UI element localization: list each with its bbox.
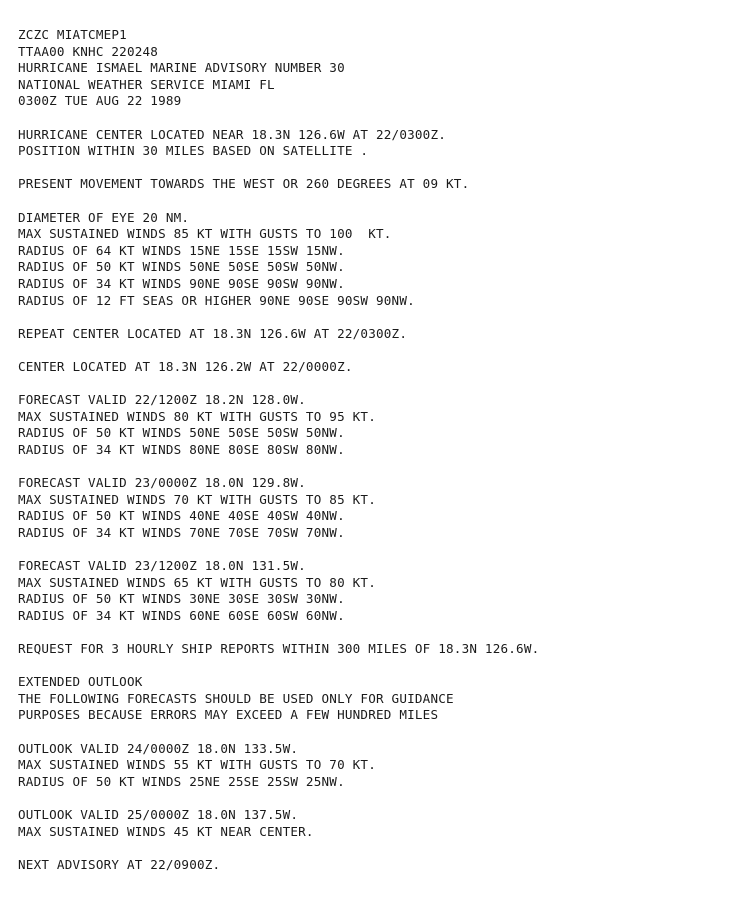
forecast-line: RADIUS OF 50 KT WINDS 30NE 30SE 30SW 30NW. [18,591,345,607]
forecast-line: RADIUS OF 50 KT WINDS 50NE 50SE 50SW 50NW. [18,425,345,441]
forecast-block-3 [18,558,718,624]
forecast-block-1 [18,392,718,458]
forecast-line: RADIUS OF 34 KT WINDS 80NE 80SE 80SW 80NW. [18,441,345,457]
header-line: ZCZC MIATCMEP1 [18,27,127,42]
current-line: RADIUS OF 12 FT SEAS OR HIGHER 90NE 90SE 90SW 90NW. [18,292,415,308]
center-block [18,127,718,160]
header-line: TTAA00 KNHC 220248 [18,43,159,59]
center-line: HURRICANE CENTER LOCATED NEAR 18.3N 126.6W AT 22/0300Z. [18,126,447,142]
forecast-line: RADIUS OF 34 KT WINDS 60NE 60SE 60SW 60NW. [18,607,345,623]
outlook-line: OUTLOOK VALID 24/0000Z 18.0N 133.5W. [18,740,299,756]
forecast-block-2 [18,475,718,541]
forecast-line: RADIUS OF 50 KT WINDS 40NE 40SE 40SW 40NW. [18,508,345,524]
forecast-line: FORECAST VALID 22/1200Z 18.2N 128.0W. [18,392,306,408]
prior-line: CENTER LOCATED AT 18.3N 126.2W AT 22/0000Z. [18,358,353,374]
repeat-line: REPEAT CENTER LOCATED AT 18.3N 126.6W AT 22/0300Z. [18,325,408,341]
current-line: RADIUS OF 34 KT WINDS 90NE 90SE 90SW 90NW. [18,275,345,291]
request-line: REQUEST FOR 3 HOURLY SHIP REPORTS WITHIN 300 MILES OF 18.3N 126.6W. [18,640,540,656]
current-conditions-block [18,210,718,310]
prior-center-block [18,359,718,376]
extended-outlook-block [18,674,718,724]
outlook-line: MAX SUSTAINED WINDS 45 KT NEAR CENTER. [18,823,314,839]
outlook-block-1 [18,741,718,791]
extended-line: THE FOLLOWING FORECASTS SHOULD BE USED ONLY FOR GUIDANCE [18,690,454,706]
forecast-line: MAX SUSTAINED WINDS 80 KT WITH GUSTS TO 95 KT. [18,408,376,424]
movement-block [18,176,718,193]
forecast-line: FORECAST VALID 23/0000Z 18.0N 129.8W. [18,475,306,491]
current-line: DIAMETER OF EYE 20 NM. [18,209,190,225]
forecast-line: RADIUS OF 34 KT WINDS 70NE 70SE 70SW 70NW. [18,524,345,540]
repeat-center-block [18,326,718,343]
outlook-line: RADIUS OF 50 KT WINDS 25NE 25SE 25SW 25NW. [18,773,345,789]
extended-line: PURPOSES BECAUSE ERRORS MAY EXCEED A FEW HUNDRED MILES [18,707,439,723]
current-line: RADIUS OF 50 KT WINDS 50NE 50SE 50SW 50NW. [18,259,345,275]
forecast-line: FORECAST VALID 23/1200Z 18.0N 131.5W. [18,558,306,573]
outlook-block-2 [18,807,718,840]
next-advisory-line: NEXT ADVISORY AT 22/0900Z. [18,856,221,872]
next-advisory-block [18,857,718,874]
outlook-line: MAX SUSTAINED WINDS 55 KT WITH GUSTS TO 70 KT. [18,757,376,773]
header-line: NATIONAL WEATHER SERVICE MIAMI FL [18,76,275,92]
center-line: POSITION WITHIN 30 MILES BASED ON SATELLITE . [18,143,369,159]
extended-line: EXTENDED OUTLOOK [18,674,143,690]
forecast-line: MAX SUSTAINED WINDS 70 KT WITH GUSTS TO 85 KT. [18,491,376,507]
header-block [18,27,718,110]
current-line: RADIUS OF 64 KT WINDS 15NE 15SE 15SW 15NW. [18,242,345,258]
advisory-document [18,27,718,873]
header-line: 0300Z TUE AUG 22 1989 [18,93,182,109]
outlook-line: OUTLOOK VALID 25/0000Z 18.0N 137.5W. [18,806,299,822]
forecast-line: MAX SUSTAINED WINDS 65 KT WITH GUSTS TO 80 KT. [18,574,376,590]
current-line: MAX SUSTAINED WINDS 85 KT WITH GUSTS TO 100 KT. [18,226,392,242]
header-line: HURRICANE ISMAEL MARINE ADVISORY NUMBER 30 [18,60,345,76]
movement-line: PRESENT MOVEMENT TOWARDS THE WEST OR 260 DEGREES AT 09 KT. [18,176,470,192]
ship-request-block [18,641,718,658]
